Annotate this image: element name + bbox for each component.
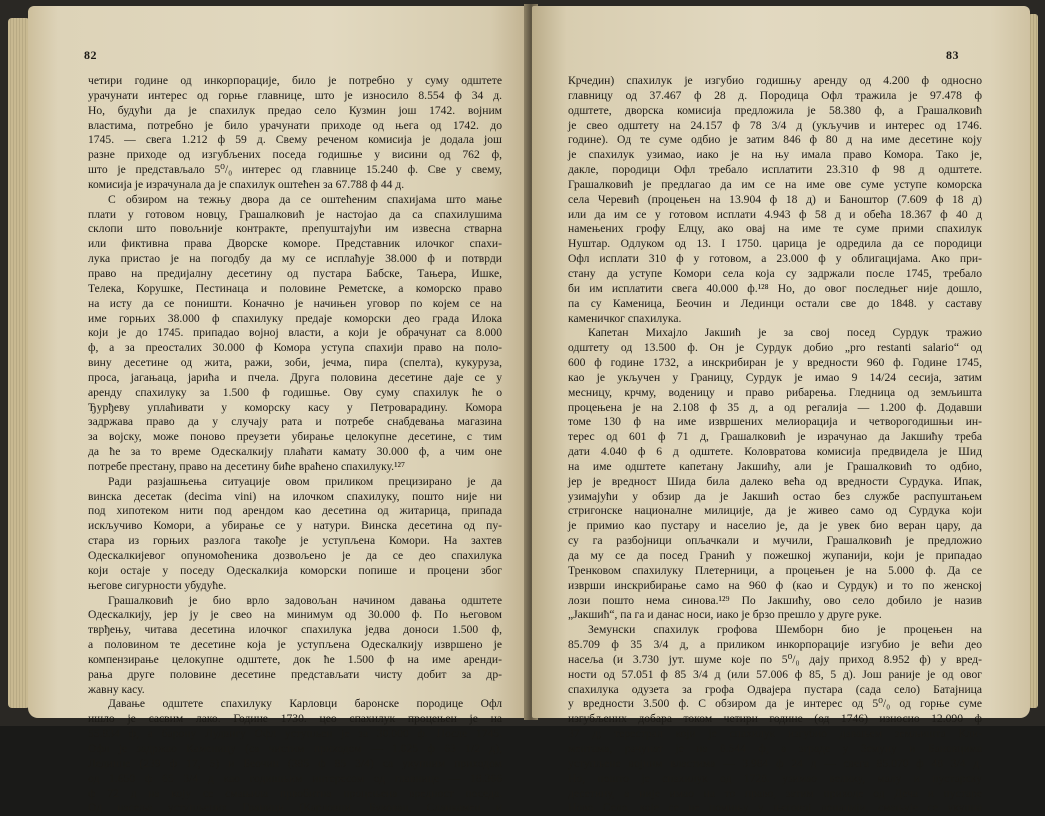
body-text: [568, 74, 982, 816]
text-line: насеља (и 3.730 јут. шуме које по 5⁰/₀ дају приход 8.952 ф) у вред-: [568, 652, 982, 666]
text-line: који је до 1745. припадао војној власти, а који је обрачунат са 8.000: [88, 326, 502, 340]
text-line: Но, будући да је спахилук предао село Кузмин још 1742. војним: [88, 103, 502, 117]
text-line: је свео одштету на 24.157 ф 78 3/4 д (укључив и интерес од 1746.: [568, 118, 982, 132]
text-line: потребе престану, право на десетину биће враћено спахилуку.¹²⁷: [88, 459, 406, 473]
text-line: у вредности 3.500 ф. С обзиром да је интерес од 5⁰/₀ од горње суме: [568, 697, 982, 711]
text-line: комисија је израчунала да је спахилук оштећен за 67.788 ф 44 д.: [88, 177, 405, 191]
text-line: па су Каменица, Беочин и Лединци остали све до 1848. у саставу: [568, 296, 982, 310]
text-line: што је представљало 5⁰/₀ интерес од главнице 15.240 ф. Све у свему,: [88, 163, 502, 177]
text-line: плати у готовом новцу, Грашалковић је настојао да са спахилушима: [88, 207, 502, 221]
text-line: намењених грофу Елцу, ако овај на име те суме прими спахилук: [568, 222, 982, 236]
text-line: који остаје у поседу Одескалкија коморски попише и процени због: [88, 563, 502, 577]
text-line: за војску, може поново преузети убирање целокупне десетине, с тим: [88, 430, 502, 444]
left-page-edges: [8, 18, 30, 708]
text-line: а половином те десетине која је уступљена Одескалкију извршено је: [88, 638, 502, 652]
text-line: 37 д; терестрал који је спахилук изгубио давањем земљишта Кли-: [568, 727, 982, 741]
text-line: десетину, а није имао на то право, затим приходе од Деча и пустаре: [568, 786, 982, 800]
left-page: [28, 6, 530, 815]
text-line: ишло је сасвим лако. Године 1730. цео спахилук процењен је на: [88, 712, 502, 726]
text-line: или да им се у готовом исплати 4.943 ф 58 д и обећа 18.367 ф 40 д: [568, 207, 982, 221]
text-line: компензирање целокупне одштете, док ће 1.500 ф на име аренди-: [88, 652, 502, 666]
page-number: 82: [84, 48, 97, 62]
text-line: стара из горњих разлога такође је уступљена Комори. На захтев: [88, 534, 502, 548]
text-line: Офл је задржао Каменицу (са чистим приходом — 1.025 ф 63 1/2 д),: [88, 741, 502, 755]
text-line: 1745. — свега 1.212 ф 59 д. Свему реченом комисија је додала још: [88, 133, 502, 147]
text-line: име горњих 38.000 ф спахилуку предаје коморски део града Илока: [88, 311, 502, 325]
text-line: Ђурђеву уплаћивати у коморску касу у Петроварадину. Комора: [88, 400, 502, 414]
text-line: лука пристао је на погодбу да му се исплаћује 38.000 ф и потврди: [88, 252, 502, 266]
text-line: или фиктивна права Дворске коморе. Представник илочког спахи-: [88, 237, 502, 251]
text-line: узимајући у обзир да је Јакшић остао без службе распуштањем: [568, 489, 982, 503]
text-line: Но, пошто је спахилук од 1728. узимао велику, малу и пустарску: [568, 771, 982, 785]
text-line: склопи што повољније контракте, препуштајући им извесна стварна: [88, 222, 502, 236]
text-line: главницу од 37.467 ф 28 д. Породица Офл тражила је 97.478 ф: [568, 88, 982, 102]
text-line: задржава право да у случају рата и потребе снабдевања магазина: [88, 415, 502, 429]
text-line: стригонске националне милиције, да је живео само од Сурдука који: [568, 504, 982, 518]
text-line: стану да уступе Комори села која су задржали после 1745, требало: [568, 266, 982, 280]
text-line: процењена је на 2.108 ф 35 д, а од регалија — 1.200 ф. Додавши: [568, 400, 982, 414]
text-line: Нуштар. Одлуком од 13. I 1750. царица је одредила да се породици: [568, 237, 982, 251]
text-line: право на предијалну десетину од пустара Бабске, Тањера, Ишке,: [88, 266, 502, 280]
text-line: Одескалкијевог опуномоћеника дозвољено је да се део спахилука: [88, 549, 502, 562]
text-line: изгубљених добара током четири године (од 1746) износио 12.090 ф: [568, 712, 982, 726]
text-line: да ће за то време Одескалкију плаћати камату 30.000 ф, а чим оне: [88, 445, 502, 459]
text-line: томе 130 ф на име извршених мелиорација и четворогодишњи ин-: [568, 415, 982, 429]
text-line: Одескалкију, јер ју је свео на минимум од 30.000 ф. По његовом: [88, 608, 502, 622]
text-line: Капетан Михајло Јакшић је за свој посед Сурдук тражио: [588, 326, 982, 340]
text-line: ности од 57.051 ф 85 3/4 д (или 57.006 ф 85, 5 д). Још раније је од овог: [568, 667, 982, 681]
text-line: Земунски спахилук грофова Шемборн био је процењен на: [588, 623, 982, 637]
text-line: каменичког спахилука.: [568, 311, 682, 325]
text-line: месницу, крчму, воденицу и право рибарења. Гледница од земљишта: [568, 385, 982, 399]
text-line: Лединце (239 ф 17, 5) и Беочин (385 ф 85 3/4) са укупним приходом: [88, 756, 502, 770]
text-line: терес од 601 ф 71 д, Грашалковић је израчунао да Јакшићу треба: [568, 430, 982, 444]
text-line: Давање одштете спахилуку Карловци баронске породице Офл: [108, 697, 502, 711]
text-line: је спахилук узимао, иако је на њу имала право Комора. Тако је,: [568, 148, 982, 162]
text-line: уступљене војним властима — 3.984 ф 24 д — свега 85.070 ф 48 3/4 д.: [568, 756, 982, 770]
text-line: Од насеља уступљених Граници (Карловци, Буковац, Сланкамен и: [88, 801, 502, 815]
text-line: Телека, Корушке, Пестинаца и половине Реметске, а коморско право: [88, 281, 502, 295]
text-line: под хипотеком нити под арендом као десетина од житарица, припада: [88, 504, 502, 518]
text-line: на исту да се поништи. Коначно је начињен уговор по којем се на: [88, 296, 502, 310]
text-line: његове сигурности убудуће.: [88, 578, 227, 592]
text-line: 85.709 ф 35 3/4 д, а приликом инкорпорације изгубио је већи део: [568, 638, 982, 652]
text-line: Офл исплати 310 ф у готовом, а 23.000 ф у облигацијама. Ако при-: [568, 252, 982, 266]
text-line: одштету од 13.500 ф. Он је Сурдук добио „pro restanti salario“ од: [568, 341, 982, 355]
text-line: ф, а за преосталих 30.000 ф Комора уступа спахији право на поло-: [88, 341, 502, 355]
text-line: од 1.650 ф 65 3/4 д као годишњим интересом од главнице — 18.366: [88, 771, 502, 785]
text-line: С обзиром на тежњу двора да се оштећеним спахијама што мање: [108, 192, 502, 206]
text-line: 55.834 ф, а барону Лудвигу Офл уступљен је за 30.000 ф. После 1745.: [88, 727, 502, 741]
text-line: ментама, рачунат је на 8.544 ф, а зграде у Земуну и Бановцима: [568, 741, 982, 755]
text-line: Грашалковић је био врло задовољан начином давања одштете: [108, 593, 502, 607]
text-line: Ново Село, које се не помињу у његовој донацији, смањује се укупна: [568, 801, 982, 815]
text-line: су га разбојници опљачкали и мучили, Грашалковић је предложио: [568, 534, 982, 548]
text-line: рања друге половине десетине представљати чисту добит за др-: [88, 667, 502, 681]
text-line: Грашалковић је предлагао да им се на име ове суме уступе коморска: [568, 177, 982, 191]
text-line: Ради разјашњења ситуације овом приликом прецизирано је да: [108, 474, 502, 488]
text-line: дакле, породици Офл требало исплатити 23.310 ф 98 д одштете.: [568, 163, 982, 177]
text-line: да му се да посед Гранић у пожешкој жупанији, који је припадао: [568, 549, 982, 562]
body-text: [88, 74, 502, 816]
text-line: као је укључен у Границу, Сурдук је имао 9 14/24 сесија, затим: [568, 370, 982, 384]
text-line: спахилука одузета за грофа Одвајера пустара (сада село) Батајница: [568, 682, 982, 696]
text-line: четири године од инкорпорације, било је потребно у суму одштете: [88, 74, 502, 87]
text-line: винска десетак (decima vini) на илочком спахилуку, пошто није ни: [88, 489, 502, 503]
text-line: жавну касу.: [88, 682, 145, 696]
text-line: 600 ф године 1732, а инскрибиран је у вредности 960 ф. Године 1745,: [568, 356, 982, 370]
text-line: одштете, дворска комисија предложила је 58.380 ф, а Грашалковић: [568, 103, 982, 117]
text-line: „Јакшић“, па га и данас носи, иако је брзо прешло у друге руке.: [568, 608, 882, 622]
text-line: разне приходе од изгубљених поседа годишње у висини од 762 ф,: [88, 148, 502, 162]
text-line: Крчедин) спахилук је изгубио годишњу аренду од 4.200 ф односно: [568, 74, 982, 87]
text-line: проса, јагањаца, јарића и пчела. Друга половина десетине даје се у: [88, 370, 502, 384]
text-line: би им исплатити свега 40.000 ф.¹²⁸ Но, до овог последњег није дошло,: [568, 281, 982, 295]
text-line: Тренковом спахилуку Плетерници, а процењен је на 5.000 ф. Да се: [568, 563, 982, 577]
text-line: на име одштете капетану Јакшићу, али је Грашалковић то одбио,: [568, 459, 982, 473]
text-line: вину десетине од жита, ражи, зоби, јечма, пира (спелта), кукуруза,: [88, 356, 502, 370]
text-line: године). Од те суме одбио је затим 846 ф 80 д на име десетине коју: [568, 133, 982, 147]
text-line: ф 72 д на коју се смањила првобитна процењена вредност поседа.: [88, 786, 502, 800]
right-page: [532, 6, 1030, 815]
text-line: тврђењу, читава десетина илочког спахилука једва доноси 1.500 ф,: [88, 623, 502, 637]
text-line: дати 4.040 ф 6 д одштете. Коловратова комисија предвидела је Шид: [568, 445, 982, 459]
page-number: 83: [946, 48, 959, 62]
text-line: јер је вредност Шида била далеко већа од вредности Сурдука. Ипак,: [568, 474, 982, 488]
text-line: искључиво Комори, а убирање се у натури. Винска десетина од пу-: [88, 519, 502, 533]
text-line: властима, потребно је било урачунати приходе од њега од 1742. до: [88, 118, 502, 132]
text-line: изврши инскрибирање само на 960 ф (као и Сурдук) и то по женској: [568, 578, 982, 592]
text-line: села Черевић (процењен на 13.904 ф 18 д) и Баноштор (7.609 ф 18 д): [568, 192, 982, 206]
text-line: је примио као пустару и населио је, да је увек био веран цару, да: [568, 519, 982, 533]
text-line: лози пошто нема синова.¹²⁹ По Јакшићу, ово село добило је назив: [568, 593, 982, 607]
text-line: аренду спахилуку за 1.500 ф годишње. Ову суму спахилук ће о: [88, 385, 502, 399]
text-line: урачунати интерес од горње главнице, што је износило 8.554 ф 34 д.: [88, 88, 502, 102]
